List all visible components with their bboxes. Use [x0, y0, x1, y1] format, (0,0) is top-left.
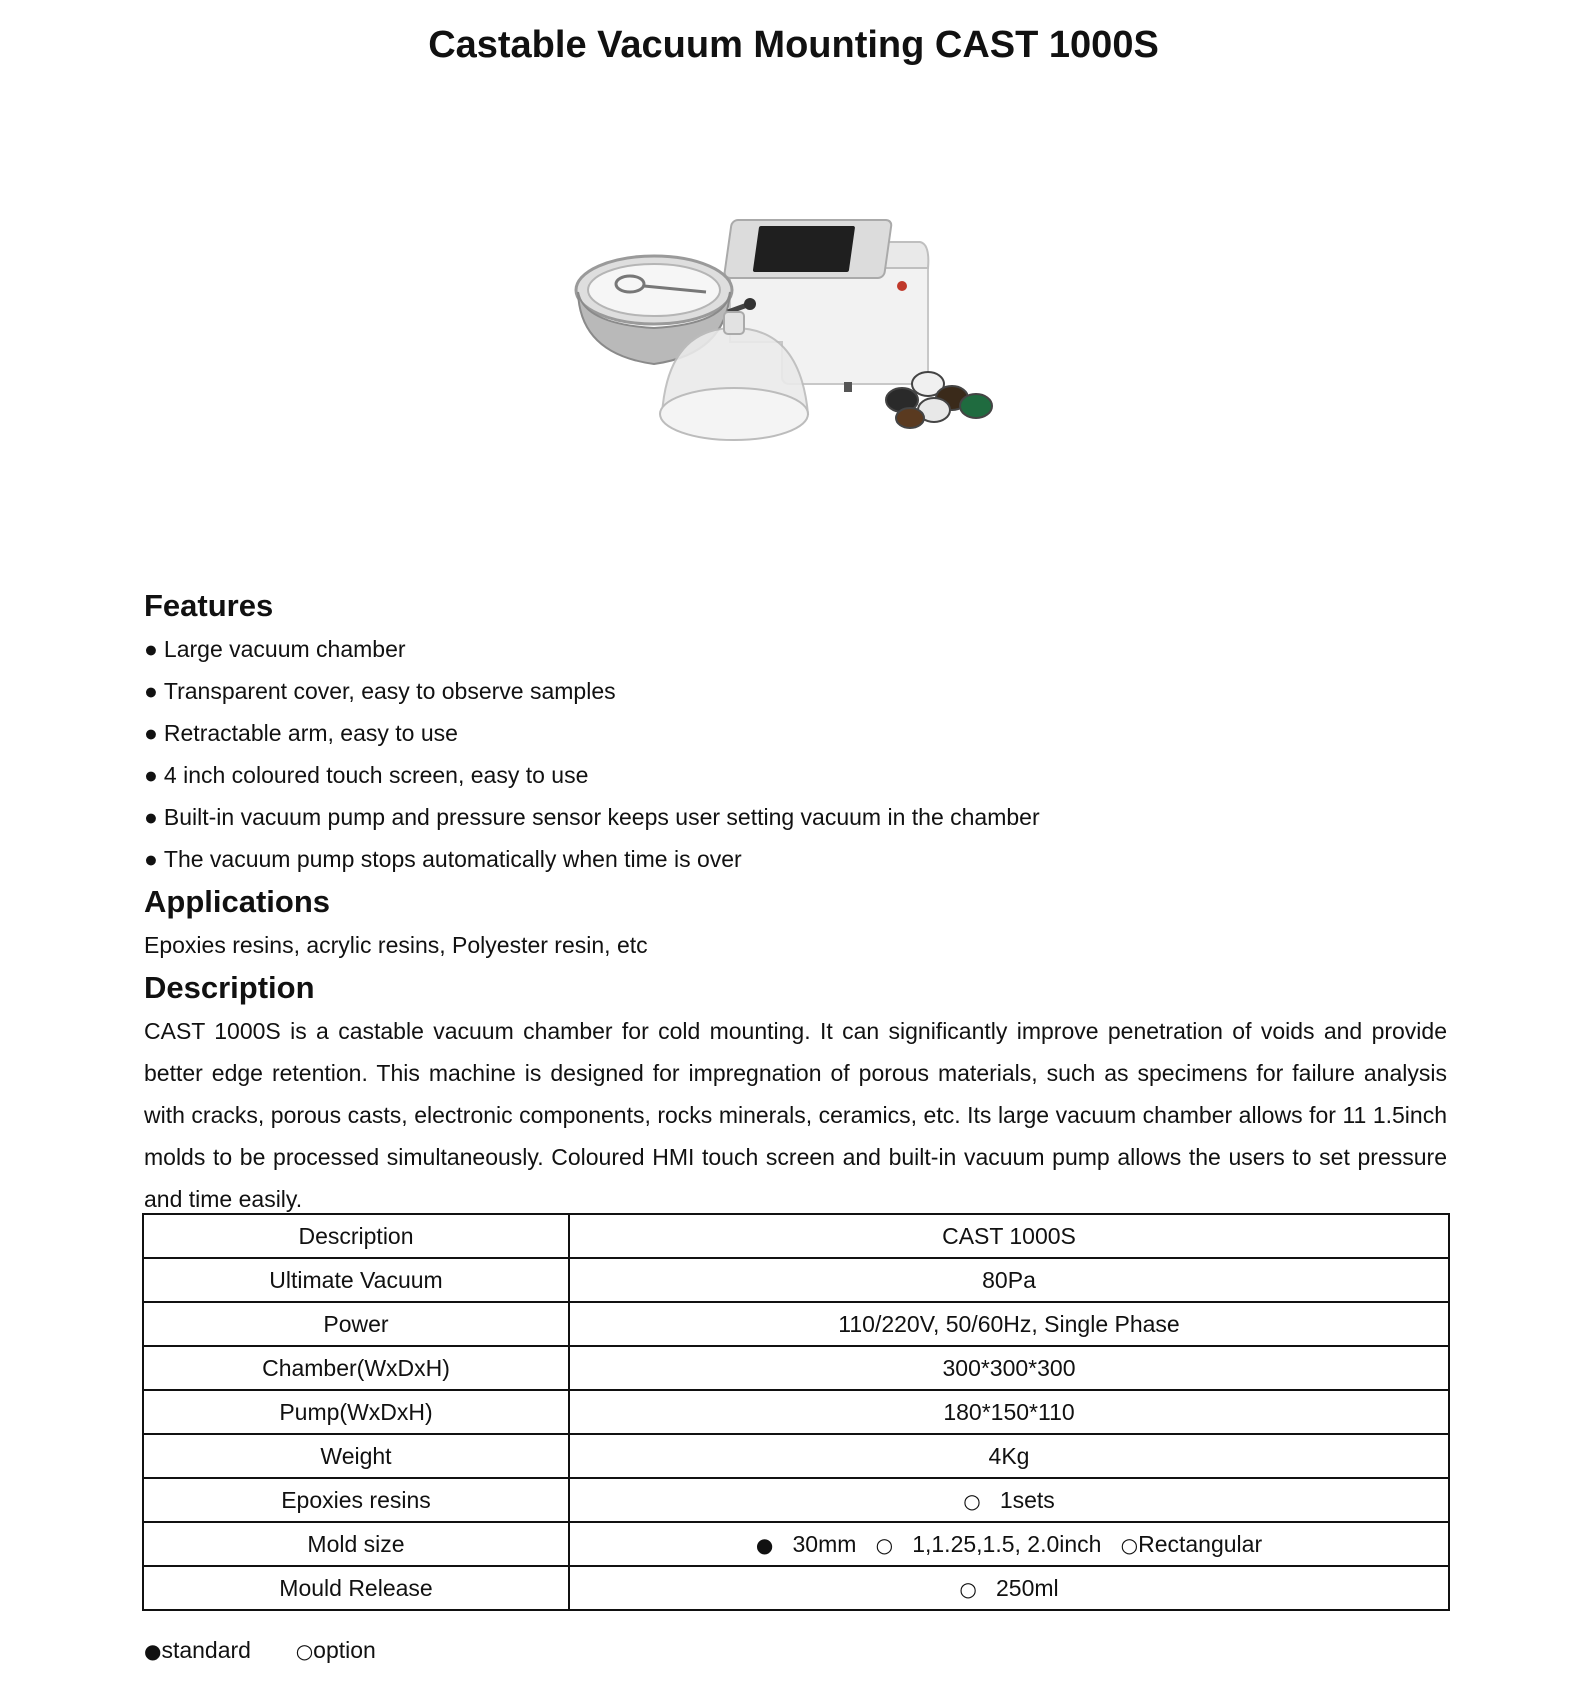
standard-dot-icon: ● [755, 1532, 774, 1557]
table-row [143, 1390, 1449, 1434]
list-item [144, 628, 1444, 670]
page-title: Castable Vacuum Mounting CAST 1000S [428, 24, 1159, 66]
table-row [143, 1258, 1449, 1302]
bullet-icon: ● [144, 720, 158, 746]
feature-text: The vacuum pump stops automatically when time is over [163, 846, 742, 872]
list-item [144, 670, 1444, 712]
spec-label: Mould Release [143, 1566, 569, 1610]
list-item [144, 838, 1444, 880]
bullet-icon: ● [144, 762, 158, 788]
spec-value: 4Kg [569, 1434, 1449, 1478]
option-circle-icon: ○ [295, 1639, 314, 1663]
content [144, 584, 1447, 1220]
bullet-icon: ● [144, 804, 158, 830]
applications-text: Epoxies resins, acrylic resins, Polyester resin, etc [144, 932, 648, 958]
description-text: CAST 1000S is a castable vacuum chamber for cold mounting. It can significantly improve penetration of voids and provide better edge retention. This machine is designed for impregnation of porous materials, such as specimens for failure analysis with cracks, porous casts, electronic components, rocks minerals, ceramics, etc. Its large vacuum chamber allows for 11 1.5inch molds to be processed simultaneously. Coloured HMI touch screen and built-in vacuum pump allows the users to set pressure and time easily. [144, 1018, 1447, 1212]
epoxies-value: 1sets [999, 1486, 1055, 1513]
table-row [143, 1302, 1449, 1346]
features-heading: Features [144, 588, 274, 623]
option-circle-icon: ○ [959, 1576, 977, 1601]
spec-label: Epoxies resins [143, 1478, 569, 1522]
vacuum-mounting-machine-photo [550, 92, 1038, 576]
feature-text: Retractable arm, easy to use [163, 720, 458, 746]
legend [144, 1632, 376, 1669]
option-circle-icon: ○ [875, 1532, 894, 1557]
spec-value: CAST 1000S [569, 1214, 1449, 1258]
spec-value: 300*300*300 [569, 1346, 1449, 1390]
bullet-icon: ● [144, 678, 158, 704]
feature-text: Large vacuum chamber [163, 636, 406, 662]
table-row [143, 1434, 1449, 1478]
feature-text: Transparent cover, easy to observe samples [163, 678, 616, 704]
spec-value: 180*150*110 [569, 1390, 1449, 1434]
spec-value [569, 1478, 1449, 1522]
applications-heading: Applications [144, 884, 331, 919]
option-circle-icon: ○ [1120, 1532, 1139, 1557]
table-row [143, 1566, 1449, 1610]
table-row [143, 1478, 1449, 1522]
spec-label: Chamber(WxDxH) [143, 1346, 569, 1390]
spec-value: 80Pa [569, 1258, 1449, 1302]
table-row [143, 1346, 1449, 1390]
legend-option: option [313, 1637, 376, 1663]
spec-label: Description [143, 1214, 569, 1258]
mold-option-3: Rectangular [1138, 1530, 1263, 1557]
spec-label: Pump(WxDxH) [143, 1390, 569, 1434]
spec-value [569, 1522, 1449, 1566]
standard-dot-icon: ● [144, 1639, 162, 1663]
product-photo [550, 92, 1038, 576]
features-list [144, 628, 1444, 880]
feature-text: 4 inch coloured touch screen, easy to use [163, 762, 589, 788]
spec-label: Weight [143, 1434, 569, 1478]
spec-label: Mold size [143, 1522, 569, 1566]
list-item [144, 712, 1444, 754]
spec-label: Ultimate Vacuum [143, 1258, 569, 1302]
spec-label: Power [143, 1302, 569, 1346]
bullet-icon: ● [144, 846, 158, 872]
spec-value [569, 1566, 1449, 1610]
description-heading: Description [144, 970, 315, 1005]
spec-table [142, 1213, 1450, 1611]
legend-standard: standard [161, 1637, 251, 1663]
spec-value: 110/220V, 50/60Hz, Single Phase [569, 1302, 1449, 1346]
feature-text: Built-in vacuum pump and pressure sensor keeps user setting vacuum in the chamber [163, 804, 1040, 830]
bullet-icon: ● [144, 636, 158, 662]
option-circle-icon: ○ [963, 1488, 981, 1513]
list-item [144, 754, 1444, 796]
list-item [144, 796, 1444, 838]
mold-option-2: 1,1.25,1.5, 2.0inch [912, 1530, 1102, 1557]
table-row [143, 1214, 1449, 1258]
table-row [143, 1522, 1449, 1566]
mold-option-1: 30mm [792, 1530, 857, 1557]
mould-release-value: 250ml [995, 1574, 1059, 1601]
